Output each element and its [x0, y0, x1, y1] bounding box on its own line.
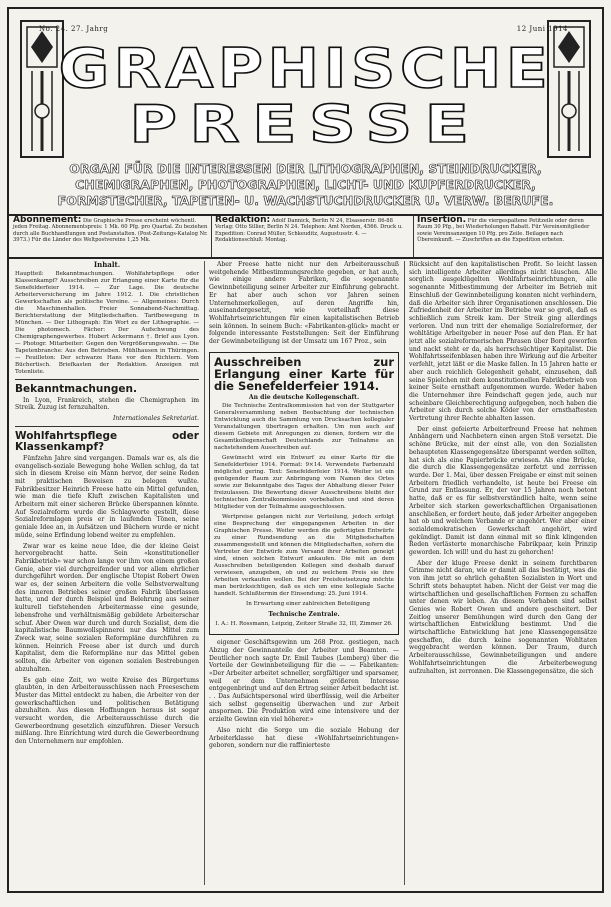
- masthead-title-line2: PRESSE: [129, 95, 482, 155]
- table-of-contents: [15, 261, 199, 376]
- redaktion-text: Adolf Dannick, Berlin N 24, Elsasserstr. 86-88 Verlag: Otto Sillier, Berlin N 24. Telephon: Amt Norden, 4566. Druck u. Expedition: Conrad Müller, Schkeuditz, Augustusstr. 4. — Redaktionsschluß: Montag.: [215, 218, 403, 243]
- competition-closing: In Erwartung einer zahlreichen Beteiligung: [245, 601, 370, 608]
- competition-paragraph: Wertpreise gelangen nicht zur Verteilung, jedoch erfolgt eine Besprechung der eingegangenen Arbeiten in der Graphischen Presse. Weiter werden die gefertigten Entwürfe zu einer Rundsendung an die Mitgliedschaften zusammengestellt und können die Mitgliedschaften, sofern die Vertreter der Entwürfe zum Versand ihrer Arbeiten geneigt sind, einen solchen Entwurf ankaufen. Die mit an dem Ausschreiben beteiligenden Kollegen sind deshalb darauf verwiesen, anzugeben, ob und zu welchem Preis sie ihre Arbeiten verkaufen wollen. Bei der Preisfestsetzung möchte man berücksichtigen, daß es sich um eine kollegiale Sache handelt. Schlußtermin der Einsendung: 25. Juni 1914.: [214, 514, 394, 598]
- article-paragraph: Fünfzehn Jahre sind vergangen. Damals war es, als die evangelisch-soziale Bewegung hohe Wellen schlug, da tat sich in diesem Kreise ein Mann hervor, der seine Reden mit praktischen Beweisen zu belegen wußte. Fabrikbesitzer Heinrich Freese hatte ein Mittel gefunden, wie man die tiefe Kluft zwischen Kapitalisten und Arbeitern mit einer sicheren Brücke überspannen könnte. Auf Sozialreform wurde die Schlagworte gestellt, diese Sozialreformlagen preis er in laufenden Tönen, seine geniale Idee an, in Aufsätzen und Büchern wurde er nicht müde, seine Erfindung lobend weiter zu empfehlen.: [15, 454, 199, 539]
- article-paragraph: Es gab eine Zeit, wo weite Kreise des Bürgertums glaubten, in den Arbeiterausschüssen nach Freeseschem Muster das Mittel entdeckt zu haben, die Arbeiter von der gewerkschaftlichen und politischen Betätigung abzuhalten. Aus diesen Hoffnungen heraus ist sogar versucht worden, die Arbeiterausschüsse durch die Gewerbeordnung gesetzlich einzuführen. Dieser Versuch mißlang. Ihre Einrichtung wird durch die Gewerbeordnung den Unternehmern nur empfohlen.: [15, 676, 199, 746]
- announcements-signature: Internationales Sekretariat.: [112, 415, 199, 423]
- abonnement-info: [13, 217, 209, 243]
- article-paragraph: Der einst gefeierte Arbeiterfreund Freese hat nehmen Anhängern und Nachbetern einen argen Stoß versetzt. Die schöne Brücke, mit der einst alle, von den Sozialisten behaupteten Klassengegensätze überspannt werden sollten, hat sich als eine Papierbrücke erwiesen. Als eine Brücke, die durch die Klassengegensätze zerfetzt und zerrissen wurde. Der 1. Mai, über dessen Freigabe er einst mit seinen Arbeitern friedlich verhandelte, ist heute bei Freese ein Grund zur Entlassung. Er, der vor 15 Jahren noch betont hatte, daß er es für selbstverständlich halte, wenn seine Arbeiter sich starken gewerkschaftlichen Organisationen anschließen, er fordert heute, daß jeder Arbeiter angegeben hat ob und welchem Verbande er angehört. Wer aber einer sozialdemokratischen Gewerkschaft angehört, wird gekündigt. Damit ist dann einmal mit so flink klingenden Reden verlästerte monarchische Fabrikpaar, kein Prinzip geworden. Ich will! und du hast zu gehorchen!: [409, 425, 597, 557]
- issue-date: 12 Juni 1914: [516, 25, 568, 33]
- competition-paragraph: Gewünscht wird ein Entwurf zu einer Karte für die Senefelderfeier 1914. Format: 9×14. Verwendete Farbenzahl möglichst gering. Text: Senefelderfeier 1914. Weiter ist ein genügender Raum zur Anbringung vom Namen des Ortes sowie zur Bekanntgabe des Tages der Abhaltung dieser Feier freizulassen. Die Bewertung dieser Ausschreibens bleibt der technischen Zentralkommission vorbehalten und sind deren Mitglieder von der Teilnahme ausgeschlossen.: [214, 455, 394, 511]
- column-2: [209, 261, 399, 887]
- column-3: [409, 261, 597, 887]
- issue-number: No. 24. 27. Jahrg: [39, 25, 109, 33]
- insertion-label: Insertion.: [417, 215, 467, 225]
- redaktion-info: [215, 217, 411, 243]
- divider: [15, 379, 199, 380]
- insertion-info: [417, 217, 599, 243]
- divider: [15, 426, 199, 427]
- masthead-title-line1: GRAPHISCHE: [58, 37, 553, 100]
- competition-addressee: An die deutsche Kollegenschaft.: [248, 393, 360, 401]
- info-divider: [413, 215, 414, 257]
- competition-paragraph: Die Technische Zentralkommission hat von der Stuttgarter Generalversammlung neben Beobachtung der technischen Entwicklung auch die Sammlung von Drucksachen kollegialer Veranstaltungen übertragen erhalten. Um nun auch auf diesem Gebiete mit Anregungen zu dienen, fordern wir die Gesamtkollegenschaft Deutschlands zur Teilnahme an nachstehendem Ausschreiben auf.: [214, 403, 394, 452]
- article-paragraph: Aber Freese hatte nicht nur den Arbeiterausschuß weitgehende Mitbestimmungsrechte gegeben, er hat auch, wie einige andere Fabriken, die sogenannte Gewinnbeteiligung seiner Arbeiter zur Einführung gebracht. Er hat aber auch schon vor Jahren seinen Unternehmerkollegen, auf deren Angriffe hin, auseinandergesetzt, wie vorteilhaft diese Wohlfahrtseinrichtungen für einen kapitalistischen Betrieb sein können. In seinem Buch: «Fabrikanten-glück» macht er folgende interessante Feststellungen: Seit der Einführung der Gewinnbeteiligung ist der Umsatz um 167 Proz., sein: [209, 261, 399, 346]
- competition-signature: Technische Zentrale.: [268, 611, 340, 619]
- column-1: [15, 261, 199, 887]
- insertion-text: Für die viergespaltene Petitzeile oder deren Raum 30 Pfg., bei Wiederholungen Rabatt. Für Vereinsmitglieder sowie Vereinsanzeigen 10 Pfg. pro Zeile. Beilagen nach Übereinkunft. — Zuschriften an die Expedition erbeten.: [417, 218, 590, 243]
- abonnement-label: Abonnement:: [13, 215, 82, 225]
- newspaper-page: [7, 7, 604, 893]
- article-paragraph: Aber der kluge Freese denkt in seinem furchtbaren Grimme nicht daran, wie er damit all das bestätigt, was die von ihm jetzt so ehrlich gehaßten Sozialisten in Wort und Schrift stets behauptet haben. Nicht der Geist ver mag die wirtschaftlichen und gesellschaftlichen Formen zu schaffen unter denen wir leben. An diesem Vorhaben sind selbst Genies wie Robert Owen und andere gescheitert. Der Zeitlog unserer Bemühungen wird durch den Gang der wirtschaftlichen Entwicklung bestimmt. Und die wirtschaftliche Entwicklung hat jene Klassengegensätze geschaffen, die durch keine sogenannten Wohltaten weggebracht werden können. Der Traum, durch Arbeiterausschüsse, Gewinnbeteiligungen und andere Wohlfahrtseinrichtungen die Arbeiterbewegung aufzuhalten, ist zerronnen. Die Klassengegensätze, die sich: [409, 559, 597, 675]
- abonnement-text: Die Graphische Presse erscheint wöchentl. jeden Freitag. Abonnementspreis: 1 Mk. 60 Pfg. pro Quartal. Zu beziehen durch alle Buchhandlungen und Postanstalten. (Post-Zeitungs-Katalog Nr. 3973.) Für die Länder des Weltpostvereins 1,25 Mk.: [13, 218, 208, 243]
- masthead-subtitle-line1: ORGAN FÜR DIE INTERESSEN DER LITHOGRAPHEN, STEINDRUCKER,: [69, 161, 542, 176]
- competition-heading: Ausschreiben zur Erlangung einer Karte für die Senefelderfeier 1914.: [214, 354, 394, 393]
- contents-title: Inhalt.: [93, 261, 121, 269]
- column-divider: [404, 261, 405, 885]
- redaktion-label: Redaktion:: [215, 215, 271, 225]
- article-paragraph: Rücksicht auf den kapitalistischen Profit. So leicht lassen sich intelligente Arbeiter allerdings nicht täuschen. Alle sorglich ausgeklügelten Wohlfahrtseinrichtungen, alle sogenannte Mitbestimmung der Arbeiter im Betrieb mit Einschluß der Gewinnbeteiligung konnten nicht verhindern, daß die Arbeiter sich ihrer Organisationen anschlossen. Die Zufriedenheit der Arbeiter im Betriebe war so groß, daß es schließlich zum Streik kam. Der Streik ging allerdings verloren. Und nun tritt der ehemalige Sozialreformer, der wohltätige Arbeitgeber in neuer Pose auf den Plan. Er hat jetzt alle sozialreformerischen Phrasen über Bord geworfen und nackt steht er da, als herrschsüchtiger Kapitalist. Die Wohlfahrtsseifenblasen haben ihre Wirkung auf die Arbeiter verfehlt, jetzt läßt er die Maske fallen. In 15 Jahren hatte er aber auch reichlich Gelegenheit gehabt, einzusehen, daß seine Spielchen mit dem konstitutionellen Fabrikbetrieb von keiner Seite ernsthaft aufgenommen wurde. Weder haben die Unternehmer ihre Feindschaft gegen jede, auch nur scheinbare Gleichberechtigung aufgegeben, noch haben die Arbeiter sich durch solche Köder von der ernsthaftesten Vertretung ihrer Rechte abhalten lassen.: [409, 261, 597, 423]
- contents-text: Hauptteil: Bekanntmachungen. Wohlfahrtspflege oder Klassenkampf? Ausschreiben zur Erlangung einer Karte für die Senefelderfeier 1914. — Zur Lage. Die deutsche Arbeiterversicherung im Jahre 1912. I. Die christlichen Gewerkschaften als politische Vereine. — Allgemeines: Durch die Maschinenhallen. Freier Sonnabend-Nachmittag. Berichterstattung der Mitgliedschaften. Tarifbewegung in München. — Der Lithograph: Ein Wort zu der Lithographie. — Die photomech. Fächer: Der Aufschwung des Chemigraphengewerbes. Hubert Ackermann †. Brief aus Lyon. — Photogr. Mitarbeiter: Gegen den Vergrößerungswahn. — Die Tapetenbranche: Aus den Betrieben. Mühlhausen in Thüringen. — Feuilleton: Der schwarze Hans vor den Richtern. Vom Büchertisch. Briefkasten der Redaktion. Anzeigen mit Totenliste.: [15, 270, 199, 375]
- announcements-heading: Bekanntmachungen.: [15, 382, 137, 395]
- masthead-subtitle-line2: CHEMIGRAPHEN, PHOTOGRAPHEN, LICHT- UND KUPFERDRUCKER,: [75, 177, 536, 192]
- competition-box: [209, 352, 399, 635]
- article-paragraph: eigener Geschäftsgewinn um 268 Proz. gestiegen, nach Abzug der Gewinnanteile der Arbeiter und Beamten. — Deutlicher noch sagte Dr. Emil Taubes (Lemberg) über die Vorteile der Gewinnbeteiligung für die — — Fabrikanten: «Der Arbeiter arbeitet schneller, sorgfältiger und sparsamer, weil er dem Unternehmen größeren Interesse entgegenbringt und auf den Ertrag seiner Arbeit bedacht ist. . . Das Aufsichtspersonal wird überflüssig, weil die Arbeiter sich selbst gegenseitig überwachen und zur Arbeit anspornen. Die Produktion wird eine intensivere und der erzielte Gewinn ein viel höherer.»: [209, 639, 399, 724]
- article-paragraph: Also nicht die Sorge um die soziale Hebung der Arbeiterklasse hat diese «Wohlfahrtseinrichtungen» geboren, sondern nur die raffinierteste: [209, 726, 399, 750]
- column-divider: [204, 261, 205, 885]
- competition-address: I. A.: H. Rossmann, Leipzig, Zeitzer Straße 32, III, Zimmer 26.: [215, 621, 393, 628]
- article-heading: Wohlfahrtspflege oder Klassenkampf?: [15, 429, 199, 453]
- info-row: [9, 215, 602, 259]
- masthead: [9, 9, 602, 216]
- info-divider: [211, 215, 212, 257]
- announcements-text: In Lyon, Frankreich, stehen die Chemigraphen im Streik. Zuzug ist fernzuhalten.: [15, 396, 199, 412]
- masthead-subtitle-line3: FORMSTECHER, TAPETEN- U. WACHSTUCHDRUCKER U. VERW. BERUFE.: [57, 193, 554, 208]
- article-paragraph: Zwar war es keine neue Idee, die der kleine Geist hervorgebracht hatte. Sein «konstitutioneller Fabrikbetrieb» war schon lange vor ihm von einem großen Genie, aber viel durchgreifender und vor allem ehrlicher durchgeführt worden. Der englische Utopist Robert Owen war es, der seinen Arbeitern die volle Selbstverwaltung des inneren Betriebes seiner großen Fabrik überlassen hatte, und der durch Beispiel und Belehrung aus seiner kulturell tiefstehenden Arbeitermasse eine gesunde, lebensfrohe und verhältnismäßig gebildete Arbeiterschar schuf. Aber Owen war durch und durch Sozialist, dem die kapitalistische Baumwollspinnerei nur das Mittel zum Zweck war, seine sozialen Reformpläne durchführen zu können. Heinrich Freese aber ist durch und durch Kapitalist, dem die Reformpläne nur das Mittel geben sollten, die Arbeiter von eigenen sozialen Bestrebungen abzuhalten.: [15, 542, 199, 673]
